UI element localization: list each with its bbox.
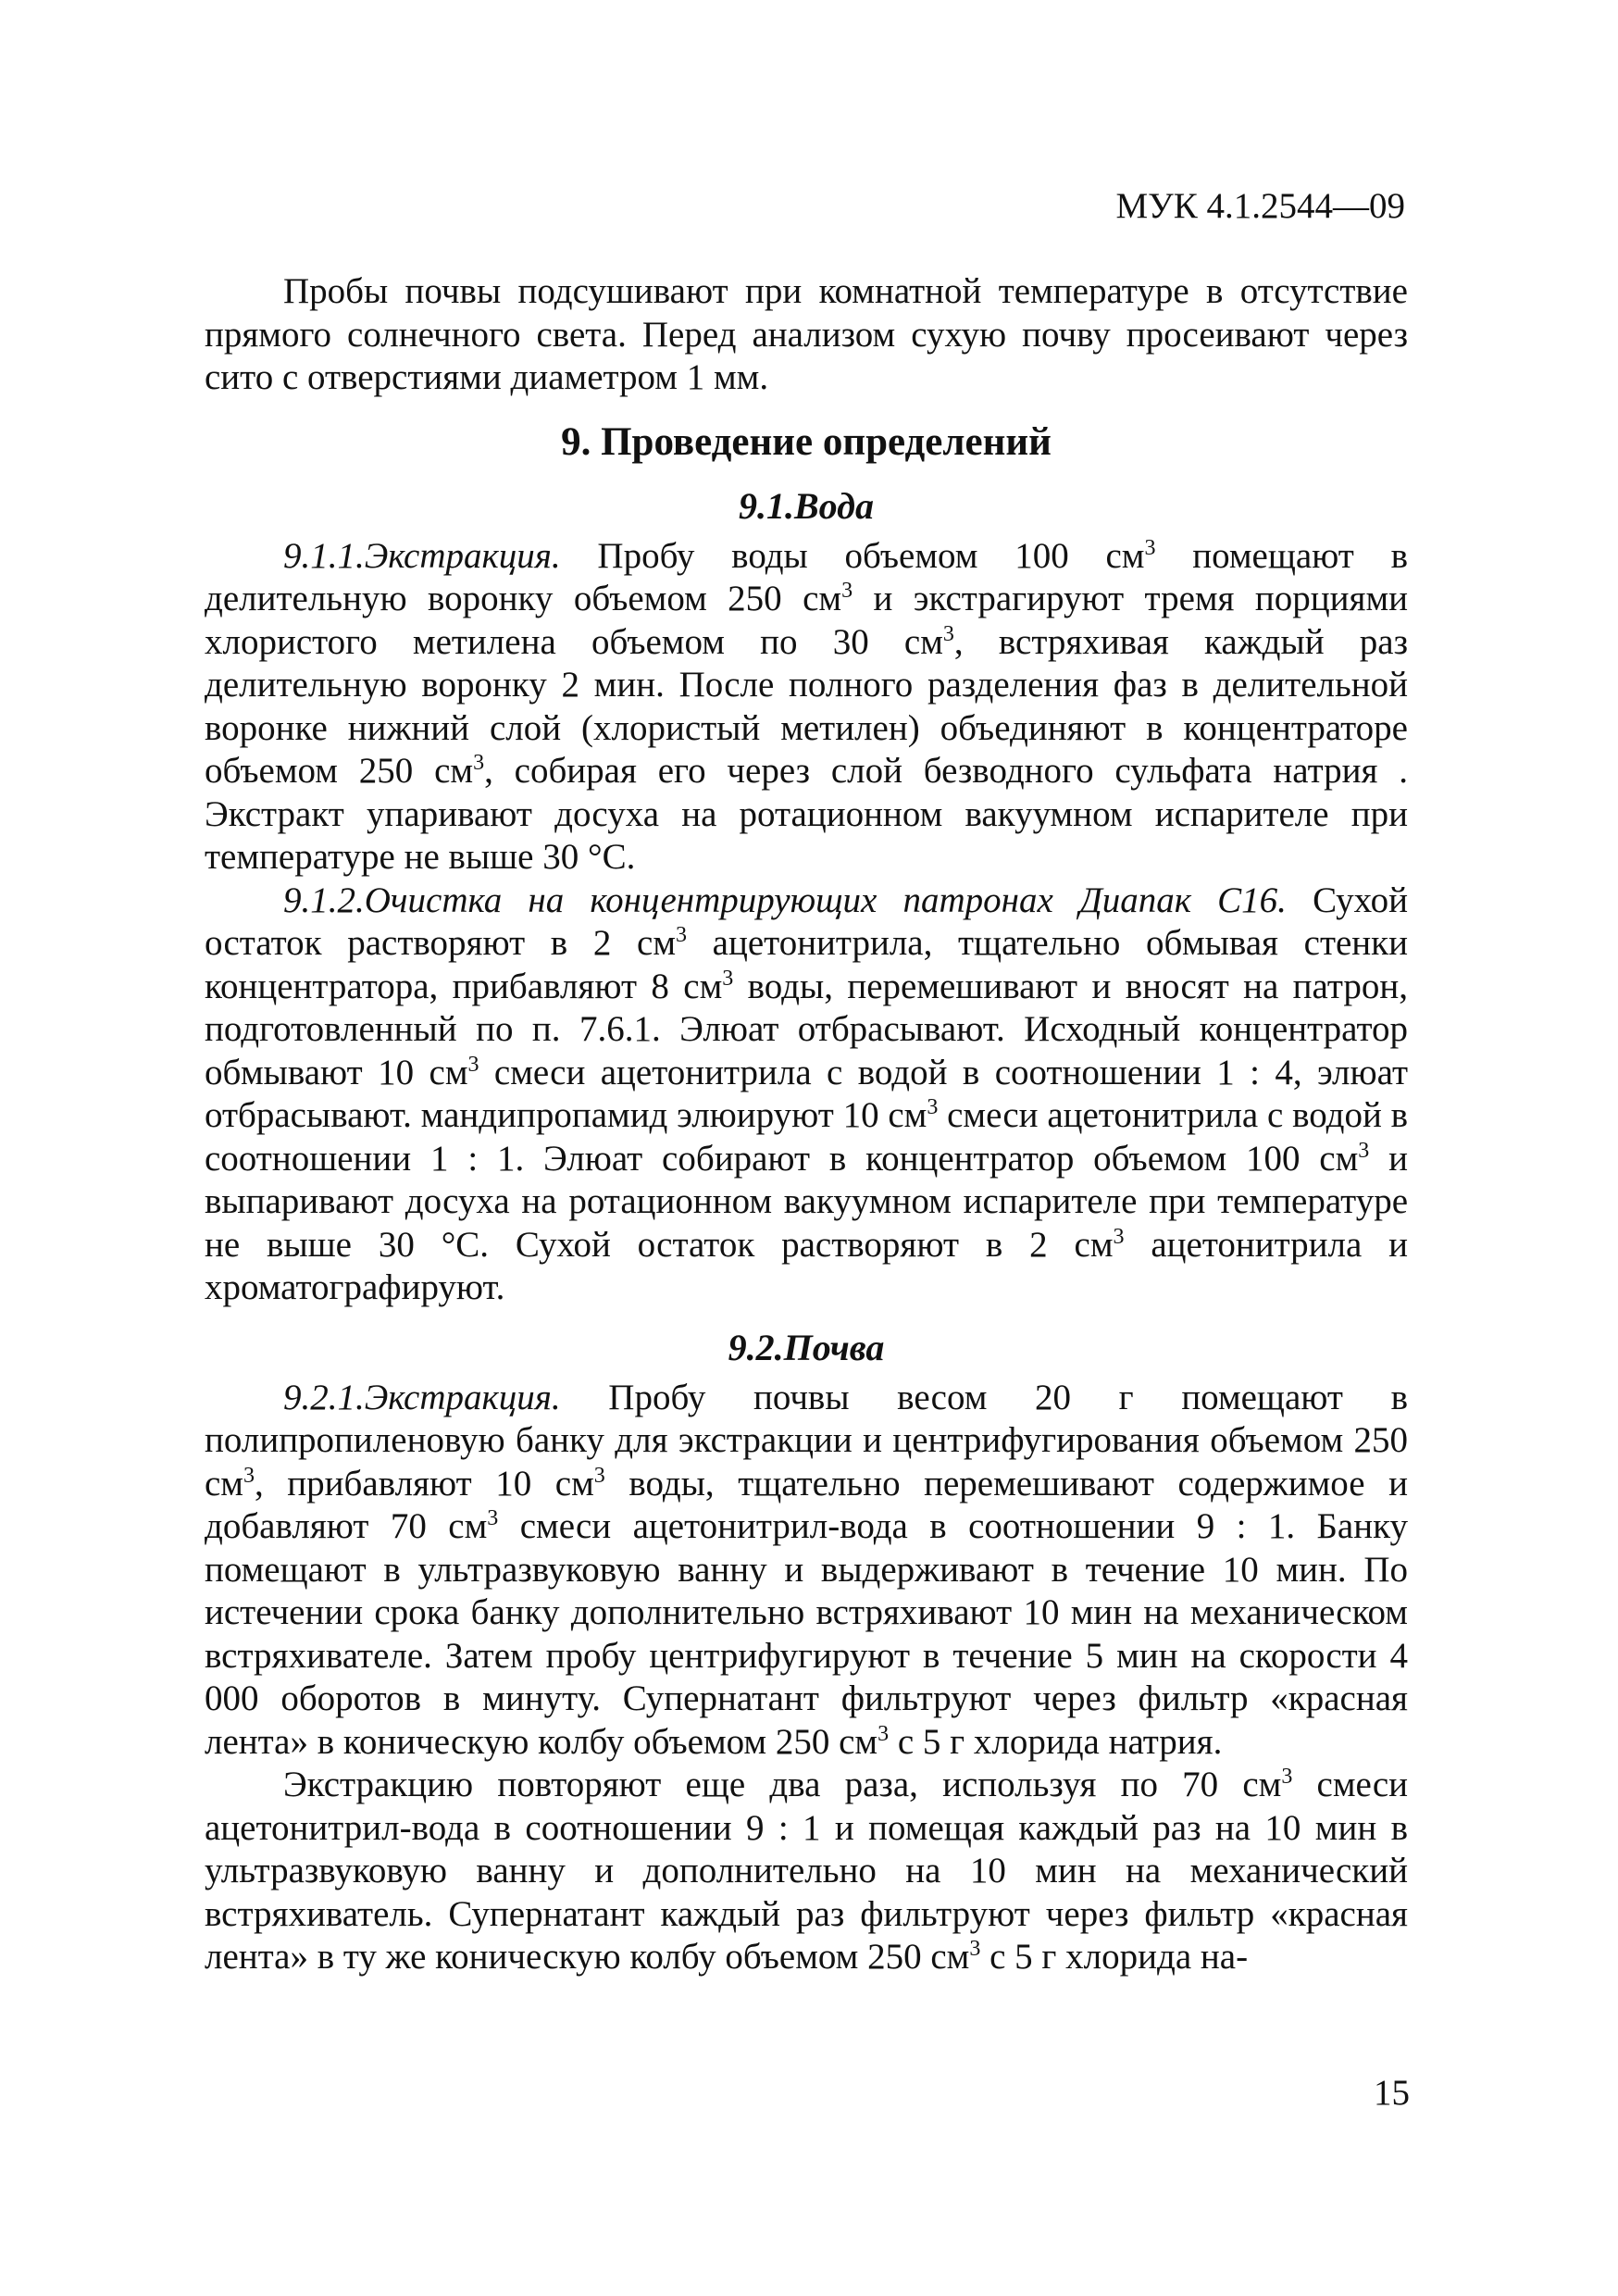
superscript: 3 — [969, 1937, 981, 1961]
text-run: помещают в делительную воронку объемом 250 см — [205, 535, 1408, 618]
text-run: Экстракцию повторяют еще два раза, используя по 70 см — [283, 1765, 1282, 1804]
text-run: , встряхивая каждый раз делительную воронку 2 мин. После полного разделения фаз в делительной воронке нижний слой (хлористый метилен) объединяют в концентраторе объемом 250 см — [205, 621, 1408, 791]
document-body — [205, 270, 1408, 1979]
superscript: 3 — [927, 1095, 939, 1119]
document-code-header: МУК 4.1.2544—09 — [1115, 186, 1405, 226]
text-run: воды, тщательно перемешивают содержимое и добавляют 70 см — [205, 1463, 1408, 1546]
superscript: 3 — [487, 1506, 499, 1530]
text-run: , собирая его через слой безводного сульфата натрия . Экстракт упаривают досуха на ротационном вакуумном испарителе при температуре не выше 30 °С. — [205, 751, 1408, 877]
paragraph-lead: 9.1.1.Экстракция. — [283, 535, 561, 576]
superscript: 3 — [1113, 1224, 1125, 1249]
superscript: 3 — [942, 621, 954, 646]
text-run: Пробу воды объемом 100 см — [560, 535, 1145, 576]
text-run: с 5 г хлорида натрия. — [889, 1721, 1223, 1762]
text-run: и экстрагируют тремя порциями хлористого метилена объемом по 30 см — [205, 579, 1409, 662]
superscript: 3 — [676, 923, 688, 947]
paragraph-lead: 9.2.1.Экстракция. — [283, 1377, 561, 1417]
soil-subsection-title: 9.2.Почва — [728, 1326, 885, 1368]
text-run: смеси ацетонитрил-вода в соотношении 9 : 1. Банку помещают в ультразвуковую ванну и выдерживают в течение 10 мин. По истечении срока банку дополнительно встряхивают 10 мин на механическом встряхивателе. Затем пробу центрифугируют в течение 5 мин на скорости 4 000 оборотов в минуту. Супернатант фильтруют через фильтр «красная лента» в коническую колбу объемом 250 см — [205, 1506, 1409, 1762]
superscript: 3 — [467, 1052, 479, 1077]
superscript: 3 — [722, 966, 734, 991]
text-run: Пробу почвы весом 20 г помещают в полипропиленовую банку для экстракции и центрифугирования объемом 250 см — [205, 1377, 1408, 1504]
text-run: ацетонитрила, тщательно обмывая стенки концентратора, прибавляют 8 см — [205, 923, 1408, 1006]
text-run: воды, перемешивают и вносят на патрон, подготовленный по п. 7.6.1. Элюат отбрасывают. Исходный концентратор обмывают 10 см — [205, 966, 1408, 1092]
text-run: с 5 г хлорида на- — [980, 1937, 1249, 1977]
superscript: 3 — [841, 579, 853, 603]
paragraph-lead: 9.1.2.Очистка на концентрирующих патронах Диапак С16. — [283, 880, 1287, 920]
superscript: 3 — [593, 1463, 605, 1488]
text-run: ацетонитрила и хроматографируют. — [205, 1224, 1409, 1307]
superscript: 3 — [243, 1463, 255, 1488]
water-cleanup-paragraph — [205, 880, 1408, 1310]
soil-extraction-paragraph — [205, 1377, 1408, 1765]
soil-repeat-extraction-paragraph — [205, 1764, 1408, 1979]
water-extraction-paragraph — [205, 535, 1408, 880]
superscript: 3 — [1281, 1765, 1293, 1789]
water-subsection-title: 9.1.Вода — [739, 484, 874, 527]
superscript: 3 — [1358, 1138, 1370, 1163]
section-title: 9. Проведение определений — [561, 419, 1052, 464]
superscript: 3 — [1144, 535, 1156, 560]
text-run: смеси ацетонитрила с водой в соотношении 1 : 1. Элюат собирают в концентратор объемом 100 см — [205, 1095, 1408, 1179]
intro-paragraph: Пробы почвы подсушивают при комнатной температуре в отсутствие прямого солнечного света. Перед анализом сухую почву просеивают через сито с отверстиями диаметром 1 мм. — [205, 271, 1408, 397]
superscript: 3 — [473, 751, 485, 775]
text-run: Сухой остаток растворяют в 2 см — [205, 880, 1408, 963]
page-number: 15 — [1374, 2073, 1410, 2113]
text-run: , прибавляют 10 см — [255, 1463, 594, 1504]
superscript: 3 — [877, 1721, 890, 1746]
text-run: смеси ацетонитрила с водой в соотношении 1 : 4, элюат отбрасывают. мандипропамид элюируют 10 см — [205, 1052, 1408, 1135]
text-run: смеси ацетонитрил-вода в соотношении 9 : 1 и помещая каждый раз на 10 мин в ультразвуковую ванну и дополнительно на 10 мин на механический встряхиватель. Супернатант каждый раз фильтруют через фильтр «красная лента» в ту же коническую колбу объемом 250 см — [205, 1765, 1409, 1977]
text-run: и выпаривают досуха на ротационном вакуумном испарителе при температуре не выше 30 °С. Сухой остаток растворяют в 2 см — [205, 1138, 1408, 1265]
